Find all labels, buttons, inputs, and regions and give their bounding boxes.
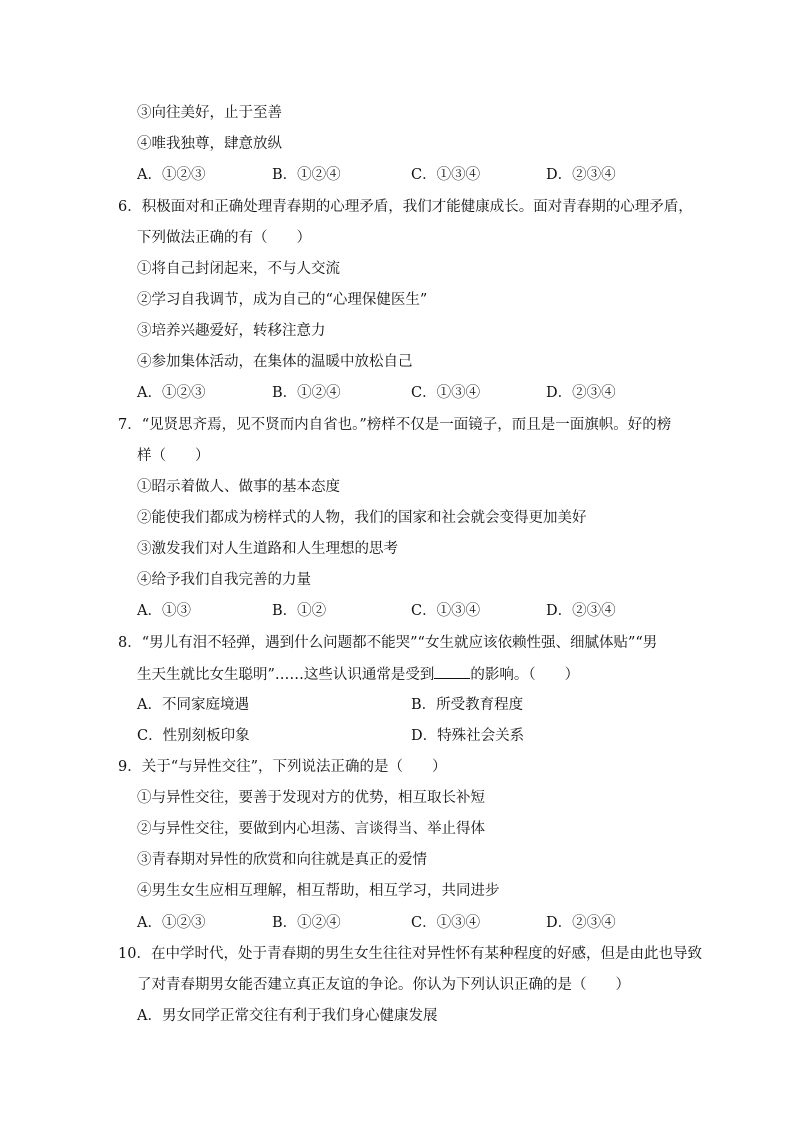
q7-choice-a[interactable]: A．①③ (137, 603, 191, 619)
q9-choice-d[interactable]: D．②③④ (546, 915, 616, 931)
q5-option-3: ③向往美好，止于至善 (137, 105, 282, 121)
q8-stem-line2 (137, 664, 579, 685)
q9-option-1: ①与异性交往，要善于发现对方的优势，相互取长补短 (137, 790, 485, 806)
q10-stem-line2: 了对青春期男女能否建立真正友谊的争论。你认为下列认识正确的是（ ） (137, 977, 630, 993)
q6-option-3: ③培养兴趣爱好，转移注意力 (137, 323, 326, 339)
q6-option-4: ④参加集体活动，在集体的温暖中放松自己 (137, 354, 413, 370)
q9-choice-c[interactable]: C．①③④ (411, 915, 481, 931)
q8-stem-part-b: 的影响。（ ） (470, 667, 580, 683)
q9-option-4: ④男生女生应相互理解，相互帮助，相互学习，共同进步 (137, 883, 500, 899)
q6-choice-b[interactable]: B．①②④ (272, 385, 341, 401)
q5-choice-b[interactable]: B．①②④ (272, 167, 341, 183)
q6-choice-a[interactable]: A．①②③ (137, 385, 206, 401)
q9-option-3: ③青春期对异性的欣赏和向往就是真正的爱情 (137, 852, 427, 868)
q8-choice-c[interactable]: C．性别刻板印象 (137, 728, 250, 744)
q8-answer-blank (434, 664, 470, 679)
q5-choice-c[interactable]: C．①③④ (411, 167, 481, 183)
q8-choice-b[interactable]: B．所受教育程度 (411, 697, 524, 713)
q6-option-2: ②学习自我调节，成为自己的“心理保健医生” (137, 292, 428, 308)
q9-choice-a[interactable]: A．①②③ (137, 915, 206, 931)
q7-stem-line2: 样（ ） (137, 448, 210, 464)
q7-option-2: ②能使我们都成为榜样式的人物，我们的国家和社会就会变得更加美好 (137, 510, 587, 526)
q7-choice-d[interactable]: D．②③④ (546, 603, 616, 619)
q8-choice-a[interactable]: A．不同家庭境遇 (137, 697, 249, 713)
q9-choice-b[interactable]: B．①②④ (272, 915, 341, 931)
q8-stem-part-a: 生天生就比女生聪明”……这些认识通常是受到 (137, 667, 435, 683)
q7-choice-c[interactable]: C．①③④ (411, 603, 481, 619)
q6-stem-line2: 下列做法正确的有（ ） (137, 230, 311, 246)
q8-stem-line1: 8．“男儿有泪不轻弹，遇到什么问题都不能哭”“女生就应该依赖性强、细腻体贴”“男 (118, 635, 658, 651)
q6-choice-c[interactable]: C．①③④ (411, 385, 481, 401)
q6-stem-line1: 6．积极面对和正确处理青春期的心理矛盾，我们才能健康成长。面对青春期的心理矛盾， (118, 199, 693, 215)
q6-option-1: ①将自己封闭起来，不与人交流 (137, 261, 340, 277)
q7-option-3: ③激发我们对人生道路和人生理想的思考 (137, 541, 398, 557)
q9-option-2: ②与异性交往，要做到内心坦荡、言谈得当、举止得体 (137, 821, 485, 837)
q5-choice-d[interactable]: D．②③④ (546, 167, 616, 183)
q7-stem-line1: 7．“见贤思齐焉，见不贤而内自省也。”榜样不仅是一面镜子，而且是一面旗帜。好的榜 (118, 417, 672, 433)
q9-stem-line1: 9．关于“与异性交往”，下列说法正确的是（ ） (118, 759, 447, 775)
q5-option-4: ④唯我独尊，肆意放纵 (137, 136, 282, 152)
q5-choice-a[interactable]: A．①②③ (137, 167, 206, 183)
q7-option-1: ①昭示着做人、做事的基本态度 (137, 479, 340, 495)
q6-choice-d[interactable]: D．②③④ (546, 385, 616, 401)
q7-choice-b[interactable]: B．①② (272, 603, 327, 619)
q10-stem-line1: 10．在中学时代，处于青春期的男生女生往往对异性怀有某种程度的好感，但是由此也导致 (118, 946, 702, 962)
q10-choice-a[interactable]: A．男女同学正常交往有利于我们身心健康发展 (137, 1008, 438, 1024)
q8-choice-d[interactable]: D．特殊社会关系 (411, 728, 525, 744)
q7-option-4: ④给予我们自我完善的力量 (137, 572, 311, 588)
